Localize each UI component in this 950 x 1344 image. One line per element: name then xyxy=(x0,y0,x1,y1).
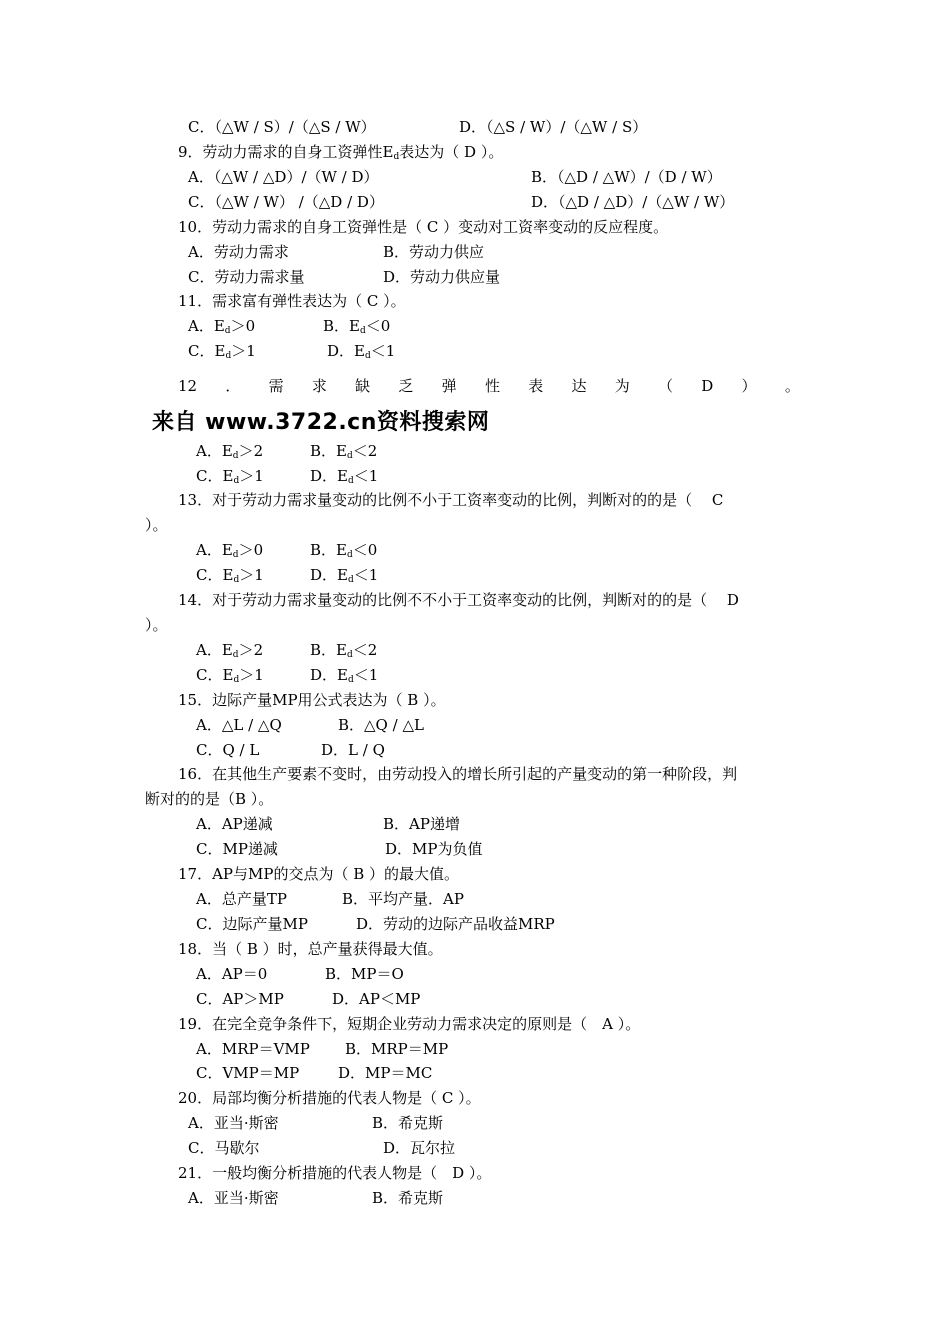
line-tail: ＞0 xyxy=(230,317,256,335)
text-line xyxy=(196,1039,310,1059)
text-line xyxy=(196,640,263,665)
question-12-char: 求 xyxy=(311,377,327,395)
text-line xyxy=(178,291,406,311)
question-12-char: （ xyxy=(658,377,674,395)
line-tail: ＜0 xyxy=(365,317,391,335)
text-line xyxy=(310,466,378,491)
text-line xyxy=(338,1063,432,1083)
line-tail: ＞1 xyxy=(239,566,264,584)
line-text: 16．在其他生产要素不变时，由劳动投入的增长所引起的产量变动的第一种阶段，判 xyxy=(178,765,738,783)
line-tail: ＜2 xyxy=(352,641,378,659)
line-text: C．AP＞MP xyxy=(196,990,284,1008)
question-12-char: D xyxy=(701,377,714,395)
line-text: C．E xyxy=(196,666,234,684)
question-12-char: 。 xyxy=(784,377,800,395)
line-tail: ＞1 xyxy=(231,342,256,360)
line-text: D．（△D / △D）/（△W / W） xyxy=(531,193,735,211)
line-text: D．E xyxy=(327,342,365,360)
line-text: 17．AP与MP的交点为（ B ）的最大值。 xyxy=(178,865,460,883)
text-line xyxy=(196,565,264,590)
text-line xyxy=(188,1188,279,1208)
line-text: B．MRP＝MP xyxy=(345,1040,449,1058)
line-text: B．希克斯 xyxy=(372,1114,444,1132)
text-line xyxy=(332,989,420,1009)
line-text: B．E xyxy=(310,641,347,659)
line-text: A．E xyxy=(196,641,233,659)
line-text: D．MP＝MC xyxy=(338,1064,433,1082)
text-line xyxy=(310,441,377,466)
text-line xyxy=(178,864,459,884)
subscript: d xyxy=(232,650,239,660)
line-text: D．L / Q xyxy=(321,741,385,759)
line-text: C．（△W / S）/（△S / W） xyxy=(188,118,376,136)
text-line xyxy=(188,117,376,137)
question-12-char: 弹 xyxy=(441,377,457,395)
line-text: 21．一般均衡分析措施的代表人物是（ D ）。 xyxy=(178,1164,492,1182)
text-line xyxy=(178,1088,481,1108)
text-line xyxy=(321,740,385,760)
line-text: D．AP＜MP xyxy=(332,990,421,1008)
line-text: A．劳动力需求 xyxy=(188,243,289,261)
line-text: A．E xyxy=(188,317,225,335)
subscript: d xyxy=(346,451,353,461)
line-tail: ＜1 xyxy=(353,467,379,485)
text-line xyxy=(310,540,377,565)
line-text: 10．劳动力需求的自身工资弹性是（ C ）变动对工资率变动的反应程度。 xyxy=(178,218,669,236)
question-12-char: 性 xyxy=(484,377,500,395)
line-text: C．E xyxy=(188,342,226,360)
text-line xyxy=(323,316,390,341)
line-tail: ＜1 xyxy=(370,342,396,360)
text-line xyxy=(531,167,722,187)
line-text: D．劳动力供应量 xyxy=(383,268,501,286)
text-line xyxy=(372,1113,443,1133)
question-12-char: 达 xyxy=(571,377,587,395)
line-tail: ＜1 xyxy=(353,566,379,584)
line-text: A．亚当·斯密 xyxy=(188,1189,279,1207)
text-line xyxy=(383,267,500,287)
line-text: B．E xyxy=(310,541,347,559)
text-line xyxy=(196,441,263,466)
line-text: A．△L / △Q xyxy=(196,716,282,734)
subscript: d xyxy=(347,675,354,685)
line-tail: ＞0 xyxy=(238,541,264,559)
question-12-char: ） xyxy=(741,377,757,395)
line-text: C．（△W / W） /（△D / D） xyxy=(188,193,384,211)
subscript: d xyxy=(346,550,353,560)
subscript: d xyxy=(347,575,354,585)
text-line xyxy=(356,914,555,934)
line-text: D．瓦尔拉 xyxy=(383,1139,456,1157)
line-text: A．E xyxy=(196,541,233,559)
text-line xyxy=(383,814,460,834)
subscript: d xyxy=(233,476,240,486)
subscript: d xyxy=(232,550,239,560)
text-line xyxy=(178,217,668,237)
subscript: d xyxy=(359,326,366,336)
line-text: D．E xyxy=(310,666,348,684)
line-text: 断对的的是（B ）。 xyxy=(145,790,274,808)
text-line xyxy=(342,889,464,909)
text-line xyxy=(178,1163,491,1183)
line-text: B．△Q / △L xyxy=(338,716,424,734)
line-tail: ＞2 xyxy=(238,641,264,659)
line-text: 9．劳动力需求的自身工资弹性E xyxy=(178,143,394,161)
text-line xyxy=(188,341,256,366)
line-text: 19．在完全竞争条件下，短期企业劳动力需求决定的原则是（ A ）。 xyxy=(178,1015,641,1033)
line-text: D．E xyxy=(310,467,348,485)
question-12-char: ． xyxy=(225,377,241,395)
line-tail: ＞1 xyxy=(239,467,264,485)
line-tail: ＜0 xyxy=(352,541,378,559)
question-12-char: 乏 xyxy=(398,377,414,395)
text-line xyxy=(338,715,424,735)
text-line xyxy=(196,814,273,834)
text-line xyxy=(178,590,739,610)
text-line xyxy=(310,565,378,590)
line-text: B．MP＝O xyxy=(325,965,404,983)
text-line xyxy=(196,740,259,760)
subscript: d xyxy=(393,152,400,162)
subscript: d xyxy=(232,451,239,461)
subscript: d xyxy=(364,351,371,361)
text-line xyxy=(188,192,384,212)
text-line xyxy=(196,839,278,859)
line-text: B．（△D / △W）/（D / W） xyxy=(531,168,722,186)
watermark-banner: 来自 www.3722.cn资料搜索网 xyxy=(152,410,490,435)
subscript: d xyxy=(346,650,353,660)
text-line xyxy=(145,615,168,635)
text-line xyxy=(325,964,404,984)
text-line xyxy=(196,1063,299,1083)
text-line xyxy=(385,839,482,859)
line-text: C．MP递减 xyxy=(196,840,278,858)
line-text: A．（△W / △D）/（W / D） xyxy=(188,168,379,186)
line-text: C．劳动力需求量 xyxy=(188,268,305,286)
text-line xyxy=(178,764,737,784)
line-text: A．总产量TP xyxy=(196,890,287,908)
text-line xyxy=(196,466,264,491)
text-line xyxy=(178,1014,640,1034)
text-line xyxy=(196,964,267,984)
line-text: B．希克斯 xyxy=(372,1189,444,1207)
subscript: d xyxy=(224,326,231,336)
text-line xyxy=(310,640,377,665)
text-line xyxy=(383,242,484,262)
line-text: C．Q / L xyxy=(196,741,260,759)
line-tail: ＜1 xyxy=(353,666,379,684)
line-text: D．劳动的边际产品收益MRP xyxy=(356,915,555,933)
line-text: 20．局部均衡分析措施的代表人物是（ C ）。 xyxy=(178,1089,481,1107)
text-line xyxy=(188,1138,259,1158)
line-text: A．E xyxy=(196,442,233,460)
question-12-char: 12 xyxy=(178,377,198,395)
line-text: B．E xyxy=(310,442,347,460)
question-12-char: 表 xyxy=(528,377,544,395)
text-line xyxy=(145,789,273,809)
text-line xyxy=(188,316,255,341)
line-tail: ＜2 xyxy=(352,442,378,460)
line-tail: ＞2 xyxy=(238,442,264,460)
text-line xyxy=(188,1113,279,1133)
text-line xyxy=(196,889,287,909)
line-text: A．AP递减 xyxy=(196,815,273,833)
line-text: D．（△S / W）/（△W / S） xyxy=(459,118,648,136)
text-line xyxy=(196,914,308,934)
line-tail: ＞1 xyxy=(239,666,264,684)
line-text: A．AP＝0 xyxy=(196,965,268,983)
text-line xyxy=(196,665,264,690)
question-12-char: 为 xyxy=(614,377,630,395)
line-text: 11．需求富有弹性表达为（ C ）。 xyxy=(178,292,406,310)
question-12-char: 缺 xyxy=(355,377,371,395)
text-line xyxy=(196,989,284,1009)
line-text: D．MP为负值 xyxy=(385,840,483,858)
text-line xyxy=(178,939,443,959)
line-text: A．亚当·斯密 xyxy=(188,1114,279,1132)
question-12-line xyxy=(178,376,800,396)
text-line xyxy=(196,715,282,735)
text-line xyxy=(531,192,734,212)
line-text: 18．当（ B ）时，总产量获得最大值。 xyxy=(178,940,443,958)
subscript: d xyxy=(233,575,240,585)
text-line xyxy=(345,1039,448,1059)
text-line xyxy=(372,1188,443,1208)
line-text: ）。 xyxy=(145,616,168,634)
line-text: C．E xyxy=(196,566,234,584)
line-text: A．MRP＝VMP xyxy=(196,1040,310,1058)
text-line xyxy=(188,267,304,287)
subscript: d xyxy=(233,675,240,685)
line-text: B．平均产量．AP xyxy=(342,890,464,908)
subscript: d xyxy=(347,476,354,486)
line-text: B．劳动力供应 xyxy=(383,243,485,261)
line-text: 14．对于劳动力需求量变动的比例不不小于工资率变动的比例，判断对的的是（ D xyxy=(178,591,739,609)
line-text: C．VMP＝MP xyxy=(196,1064,300,1082)
question-12-char: 需 xyxy=(268,377,284,395)
text-line xyxy=(310,665,378,690)
line-text: 13．对于劳动力需求量变动的比例不小于工资率变动的比例，判断对的的是（ C xyxy=(178,491,724,509)
text-line xyxy=(145,515,168,535)
line-text: C．E xyxy=(196,467,234,485)
text-line xyxy=(178,490,723,510)
text-line xyxy=(383,1138,455,1158)
line-text: D．E xyxy=(310,566,348,584)
text-line xyxy=(188,242,289,262)
text-line xyxy=(327,341,395,366)
line-text: ）。 xyxy=(145,516,168,534)
subscript: d xyxy=(225,351,232,361)
text-line xyxy=(196,540,263,565)
text-line xyxy=(459,117,647,137)
text-line xyxy=(178,690,446,710)
line-tail: 表达为（ D ）。 xyxy=(399,143,504,161)
line-text: B．AP递增 xyxy=(383,815,460,833)
line-text: C．马歇尔 xyxy=(188,1139,260,1157)
line-text: B．E xyxy=(323,317,360,335)
text-line xyxy=(178,142,503,167)
line-text: 15．边际产量MP用公式表达为（ B ）。 xyxy=(178,691,446,709)
line-text: C．边际产量MP xyxy=(196,915,308,933)
text-line xyxy=(188,167,379,187)
